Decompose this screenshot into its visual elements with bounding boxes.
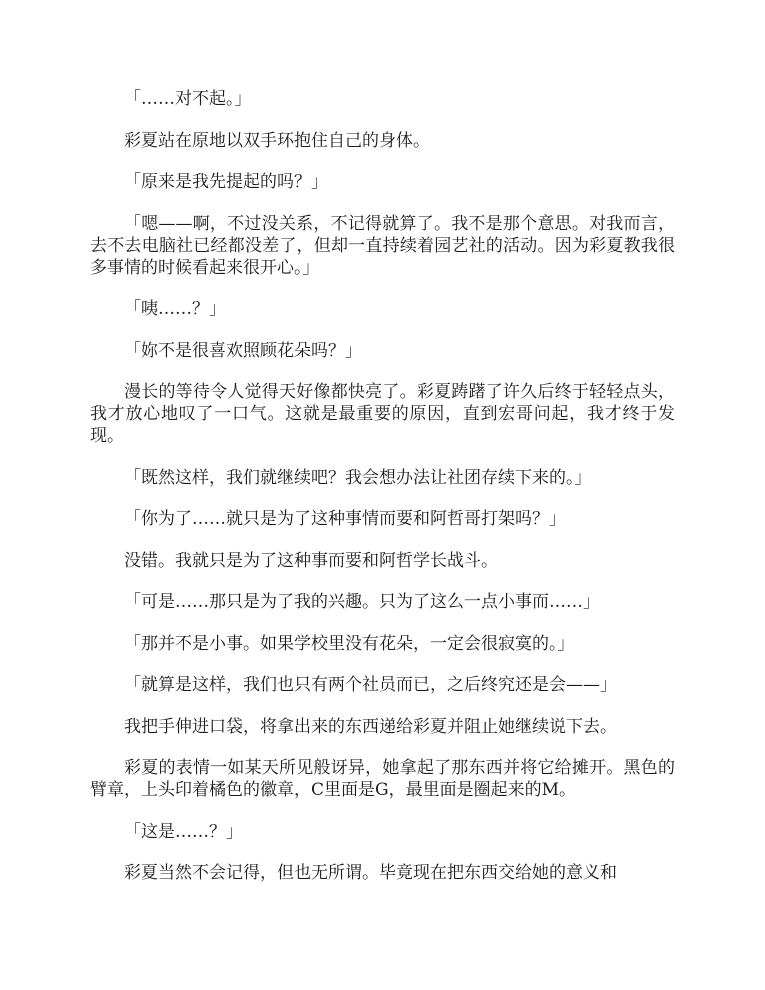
paragraph: 彩夏站在原地以双手环抱住自己的身体。 bbox=[124, 130, 430, 151]
paragraph: 「妳不是很喜欢照顾花朵吗？」 bbox=[124, 340, 362, 361]
paragraph: 彩夏当然不会记得，但也无所谓。毕竟现在把东西交给她的意义和 bbox=[124, 863, 617, 883]
paragraph: 「这是……？」 bbox=[124, 821, 243, 842]
paragraph: 「原来是我先提起的吗？」 bbox=[124, 172, 328, 192]
paragraph: 「那并不是小事。如果学校里没有花朵，一定会很寂寞的。」 bbox=[124, 633, 575, 654]
paragraph: 我把手伸进口袋，将拿出来的东西递给彩夏并阻止她继续说下去。 bbox=[124, 716, 617, 737]
paragraph: 「既然这样，我们就继续吧？我会想办法让社团存续下来的。」 bbox=[124, 467, 592, 488]
paragraph: 没错。我就只是为了这种事而要和阿哲学长战斗。 bbox=[124, 550, 498, 571]
paragraph: 漫长的等待令人觉得天好像都快亮了。彩夏踌躇了许久后终于轻轻点头，我才放心地叹了一口气。这就是最重要的原因，直到宏哥问起，我才终于发现。 bbox=[90, 382, 675, 446]
paragraph: 「嗯——啊，不过没关系，不记得就算了。我不是那个意思。对我而言，去不去电脑社已经都没差了，但却一直持续着园艺社的活动。因为彩夏教我很多事情的时候看起来很开心。」 bbox=[90, 213, 675, 278]
paragraph: 「……对不起。」 bbox=[124, 89, 252, 109]
paragraph: 「可是……那只是为了我的兴趣。只为了这么一点小事而……」 bbox=[124, 592, 600, 612]
paragraph: 「你为了……就只是为了这种事情而要和阿哲哥打架吗？」 bbox=[124, 509, 566, 529]
paragraph: 「咦……？」 bbox=[124, 299, 226, 319]
paragraph: 彩夏的表情一如某天所见般讶异，她拿起了那东西并将它给摊开。黑色的臂章，上头印着橘色的徽章，C里面是G，最里面是圈起来的M。 bbox=[90, 758, 675, 800]
document-page bbox=[90, 88, 675, 904]
paragraph: 「就算是这样，我们也只有两个社员而已，之后终究还是会——」 bbox=[124, 675, 617, 695]
